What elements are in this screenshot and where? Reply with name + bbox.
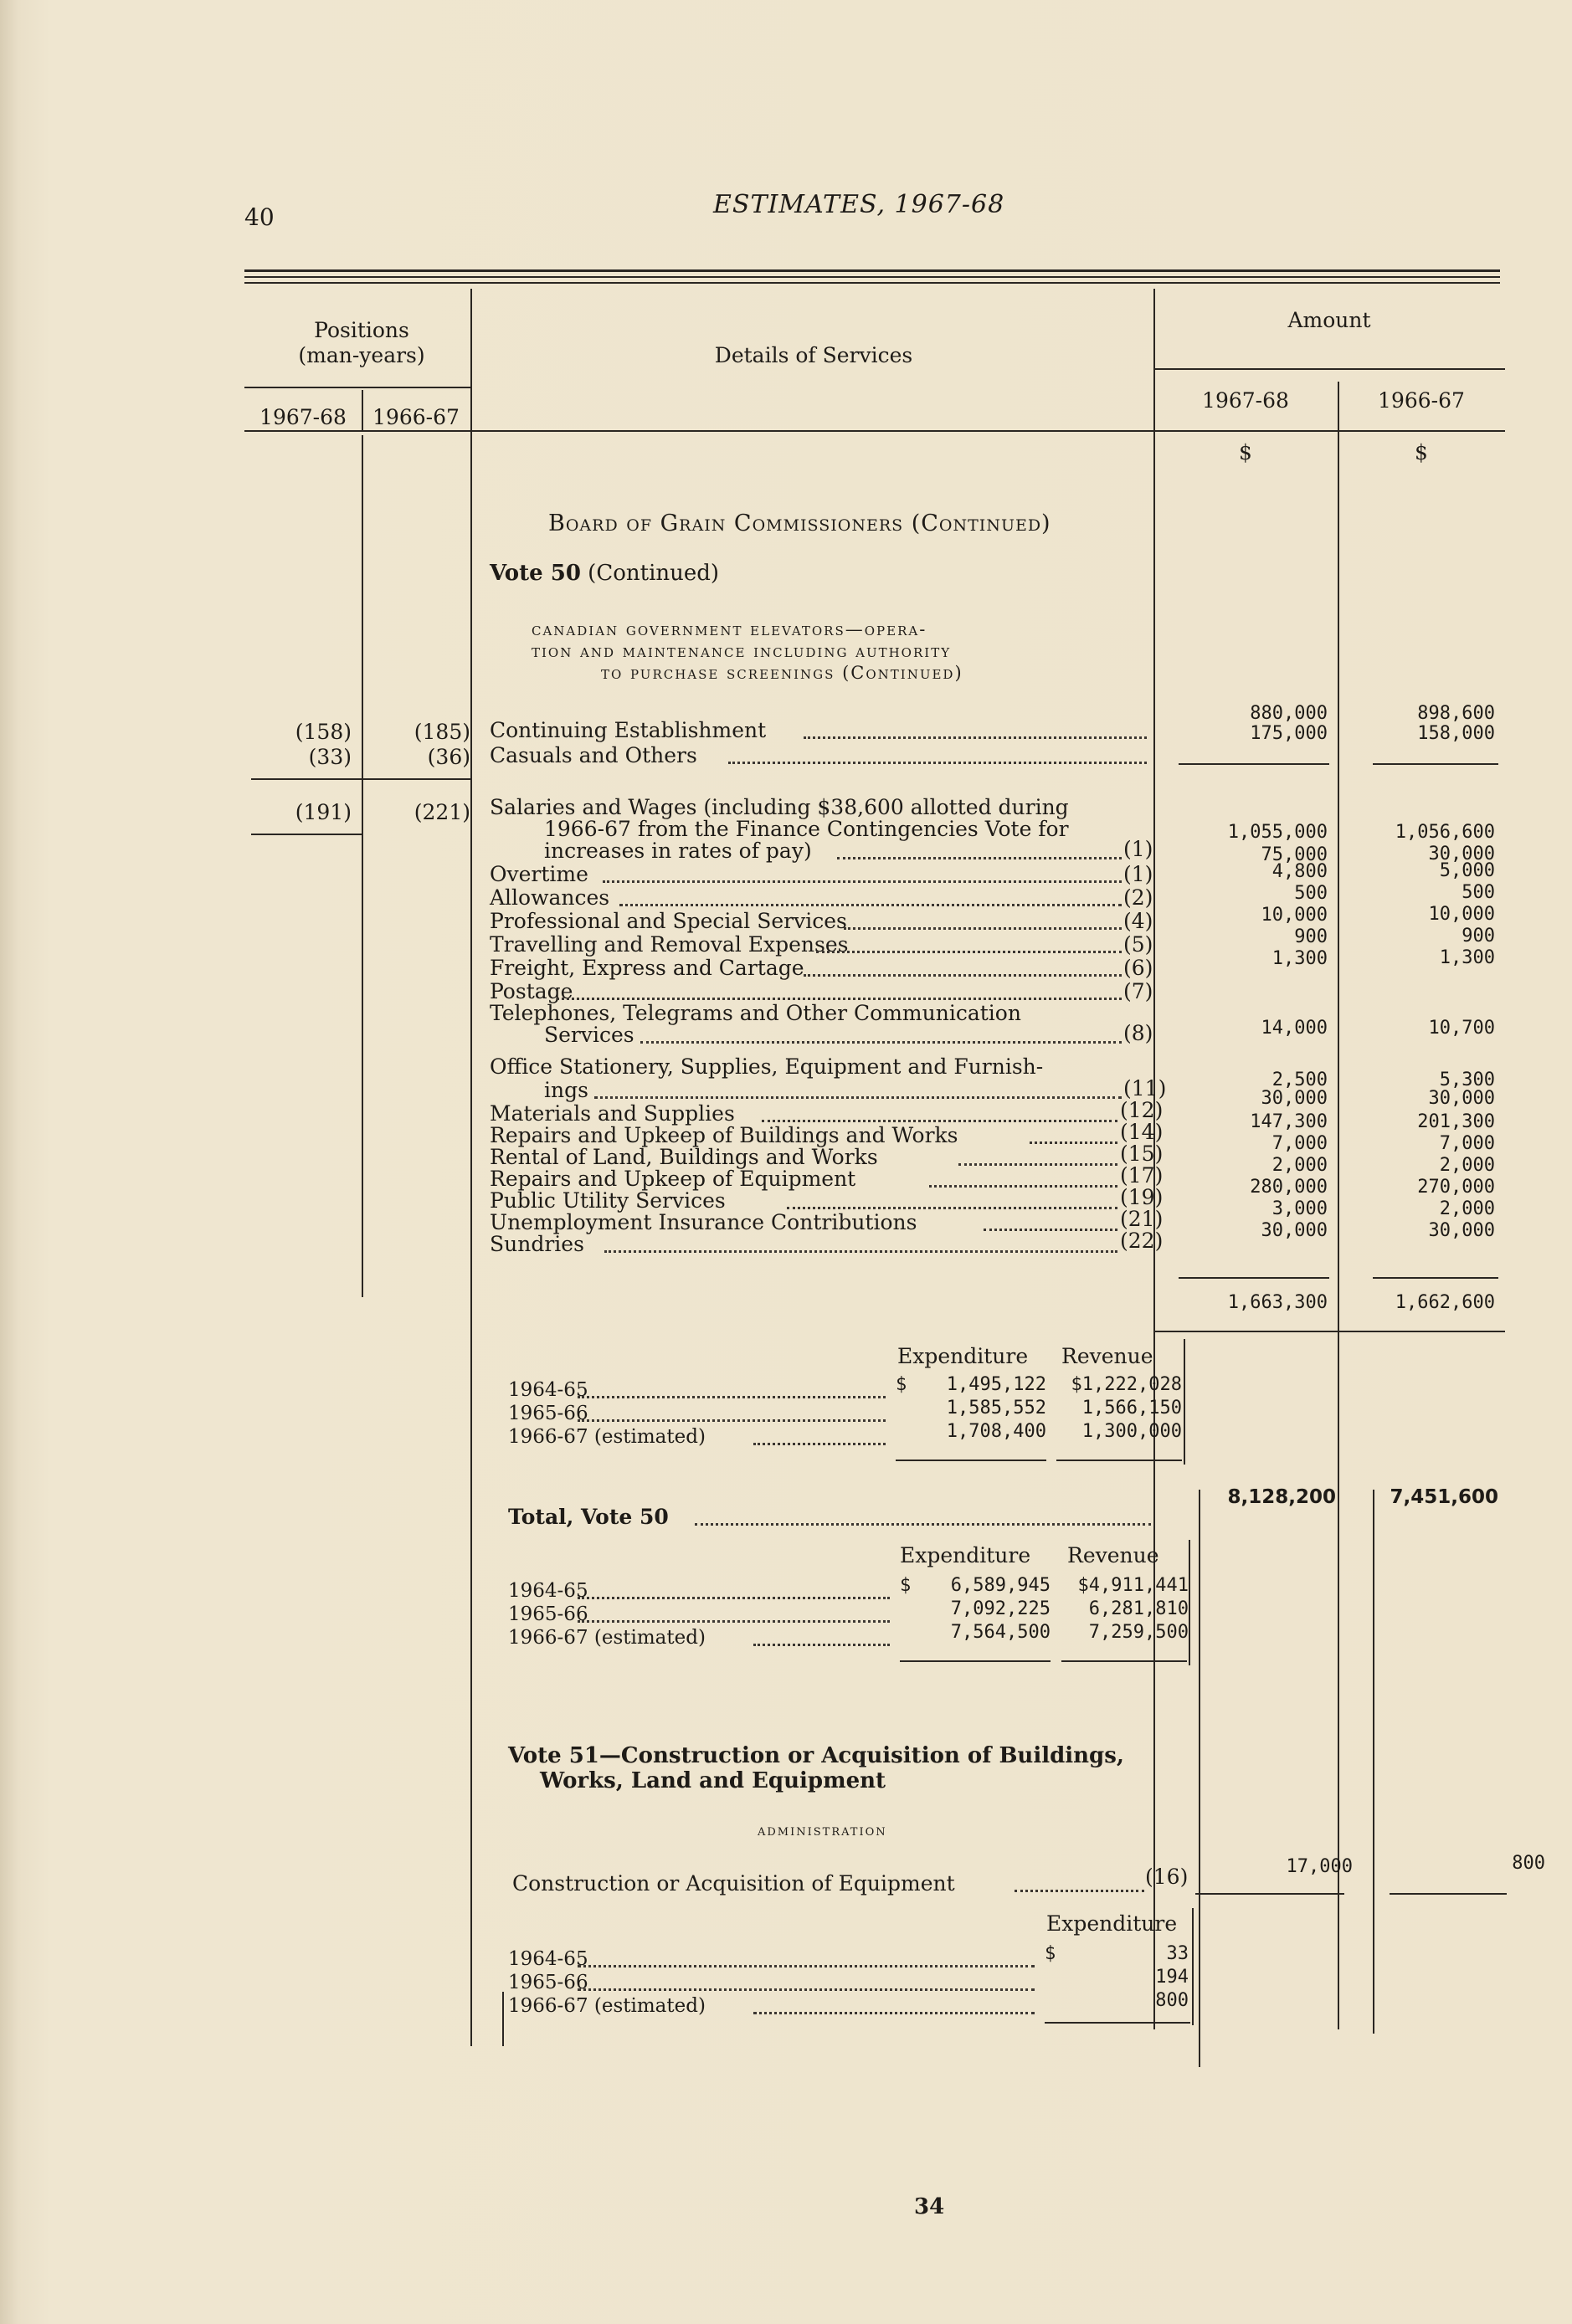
hist2-exp-head: Expenditure [900,1543,1031,1567]
amt-b-est-rule [1373,763,1498,765]
item-code: (6) [1123,956,1153,980]
item-code: (12) [1120,1098,1164,1122]
leader-dots [578,1620,890,1623]
item-label: Professional and Special Services [490,909,847,933]
leader-dots [804,736,1147,739]
item-amt-a: 7,000 [1271,1133,1328,1154]
sub-heading-3: to purchase screenings (Continued) [601,663,963,683]
item-amt-a: 30,000 [1261,1088,1328,1109]
item-label: Overtime [490,862,588,886]
header-bottom-rule [244,430,1505,432]
positions-header: Positions [314,318,409,342]
leader-dots [578,1965,1035,1967]
stat-amt-b: 5,300 [1439,1070,1495,1090]
vrule-hist3 [1192,1908,1194,2025]
item-code: (21) [1120,1207,1164,1231]
vote-label: Vote 50 [490,561,581,586]
item-code: (14) [1120,1120,1164,1144]
sal-code: (1) [1123,837,1153,861]
history-expenditure: 800 [1155,1990,1189,2011]
vrule-amount-head [1338,382,1339,430]
item-amt-a: 500 [1294,883,1328,904]
item-amt-b: 5,000 [1439,860,1495,881]
est-pos-a-0: (158) [295,720,352,744]
amt-a-est-rule [1179,763,1329,765]
tel-line-2: Services [544,1023,634,1047]
page-number: 40 [244,203,275,231]
top-rule-3 [244,282,1500,284]
stat-amt-a: 2,500 [1271,1070,1328,1090]
vrule-amount-lower-b [1373,1490,1374,2034]
est-label-1: Casuals and Others [490,743,697,767]
subtotal-rule-b [1373,1277,1498,1279]
item-amt-b: 30,000 [1428,1088,1495,1109]
item-amt-a: 900 [1294,926,1328,947]
item-code: (5) [1123,932,1153,957]
total-label: Total, Vote 50 [508,1505,669,1529]
stat-line-1: Office Stationery, Supplies, Equipment and Furnish- [490,1054,1044,1079]
tel-line-1: Telephones, Telegrams and Other Communication [490,1001,1021,1025]
leader-dots [787,1207,1117,1209]
history-expenditure: 1,708,400 [946,1421,1046,1442]
est-amt-a-1: 175,000 [1250,723,1328,744]
item-code: (1) [1123,862,1153,886]
item-amt-a: 147,300 [1250,1111,1328,1132]
item-code: (7) [1123,979,1153,1003]
footer-page-number: 34 [914,2194,945,2219]
leader-dots [958,1163,1117,1166]
item-amt-a: 30,000 [1261,1220,1328,1241]
item-label: Unemployment Insurance Contributions [490,1210,917,1234]
history-currency: $ [896,1374,907,1395]
est-amt-b-0: 898,600 [1417,703,1495,724]
hist1-exp-head: Expenditure [897,1344,1029,1368]
leader-dots [762,1120,1117,1122]
leader-dots [728,762,1147,764]
sal-line-1: Salaries and Wages (including $38,600 allotted during [490,795,1069,819]
leader-dots [594,1096,1122,1099]
item-amt-a: 10,000 [1261,905,1328,926]
est-pos-b-1: (36) [427,745,470,769]
vrule-pos-body [362,435,363,1297]
item-amt-b: 30,000 [1428,1220,1495,1241]
subtotal-b: 1,662,600 [1395,1292,1495,1313]
history-year: 1965-66 [508,1403,588,1424]
item-amt-b: 500 [1462,882,1495,903]
item-label: Freight, Express and Cartage [490,956,804,980]
leader-dots [695,1523,1151,1526]
vrule-amount-lower [1199,1490,1200,2067]
history-year: 1966-67 (estimated) [508,1995,706,2017]
vote-51-amt-a: 17,000 [1286,1856,1353,1877]
amount-header: Amount [1287,308,1371,332]
item-amt-b: 900 [1462,926,1495,947]
vrule-pos-header [362,390,363,430]
leader-dots [619,904,1122,906]
hist3-rule [1045,2022,1190,2024]
tel-amt-a: 14,000 [1261,1018,1328,1039]
history-year: 1965-66 [508,1603,588,1625]
history-currency: $ [1045,1943,1056,1964]
stat-line-2: ings [544,1078,588,1102]
sal-line-3: increases in rates of pay) [544,839,812,863]
subtotal-bottom-rule [1155,1331,1505,1332]
leader-dots [1030,1141,1117,1144]
amt-year-a: 1967-68 [1202,388,1289,413]
vrule-hist2 [1189,1540,1190,1665]
sub-heading-1: canadian government elevators—opera- [532,619,927,639]
details-header: Details of Services [714,343,913,367]
item-label: Public Utility Services [490,1188,726,1213]
top-rule-2 [244,276,1500,278]
hist2-rule-rev [1061,1660,1187,1662]
history-expenditure: 6,589,945 [950,1575,1051,1596]
sal-line-2: 1966-67 from the Finance Contingencies Vote for [544,817,1069,841]
page-title: ESTIMATES, 1967-68 [713,190,1005,219]
pos-year-a: 1967-68 [259,405,347,429]
leader-dots [837,857,1122,859]
item-amt-b: 270,000 [1417,1177,1495,1198]
leader-dots [578,1396,886,1398]
vote51-rule-a [1195,1893,1344,1895]
history-revenue: 6,281,810 [1088,1598,1189,1619]
history-expenditure: 7,092,225 [950,1598,1051,1619]
section-heading: Board of Grain Commissioners (Continued) [548,510,1051,536]
history-year: 1964-65 [508,1379,588,1401]
hist2-rev-head: Revenue [1067,1543,1159,1567]
history-year: 1964-65 [508,1580,588,1602]
leader-dots [1015,1890,1144,1892]
leader-dots [557,998,1122,1000]
leader-dots [578,1597,890,1599]
hist3-exp-head: Expenditure [1046,1911,1178,1936]
leader-dots [578,1419,886,1422]
leader-dots [640,1041,1122,1044]
item-amt-b: 201,300 [1417,1111,1495,1132]
item-amt-a: 280,000 [1250,1177,1328,1198]
est-pos-b-0: (185) [414,720,470,744]
vrule-bottom-left [502,1992,504,2046]
item-amt-b: 30,000 [1428,844,1495,864]
vote-51-code: (16) [1145,1865,1189,1889]
est-amt-b-1: 158,000 [1417,723,1495,744]
item-amt-b: 10,000 [1428,904,1495,925]
vote51-rule-b [1390,1893,1507,1895]
leader-dots [578,1988,1035,1991]
history-expenditure: 1,585,552 [946,1398,1046,1419]
item-label: Repairs and Upkeep of Equipment [490,1167,856,1191]
sal-amt-a: 1,055,000 [1227,822,1328,843]
item-amt-b: 1,300 [1439,947,1495,968]
item-code: (2) [1123,885,1153,910]
item-amt-a: 4,800 [1271,861,1328,882]
est-label-0: Continuing Establishment [490,718,767,742]
admin-heading: administration [758,1821,887,1839]
item-label: Travelling and Removal Expenses [490,932,849,957]
est-amt-a-0: 880,000 [1250,703,1328,724]
item-label: Repairs and Upkeep of Buildings and Works [490,1123,958,1147]
history-expenditure: 194 [1155,1967,1189,1988]
est-pos-a-1: (33) [308,745,352,769]
leader-dots [604,1250,1117,1253]
item-amt-a: 2,000 [1271,1155,1328,1176]
hist1-rev-head: Revenue [1061,1344,1153,1368]
item-label: Postage [490,979,573,1003]
leader-dots [929,1185,1117,1188]
item-label: Materials and Supplies [490,1101,735,1126]
item-label: Sundries [490,1232,584,1256]
amt-year-b: 1966-67 [1378,388,1465,413]
vote-51-item: Construction or Acquisition of Equipment [512,1871,955,1896]
item-code: (4) [1123,909,1153,933]
dollar-a: $ [1239,440,1252,464]
hist2-rule-exp [900,1660,1051,1662]
item-code: (15) [1120,1141,1164,1166]
leader-dots [804,974,1122,977]
positions-rule [244,387,472,388]
vote-50-heading [490,562,719,584]
vrule-hist1 [1184,1339,1185,1465]
item-code: (17) [1120,1163,1164,1188]
sal-pos-b: (221) [414,800,470,824]
item-amt-a: 1,300 [1271,948,1328,969]
sal-amt-b: 1,056,600 [1395,822,1495,843]
leader-dots [844,927,1122,930]
history-revenue: 1,566,150 [1081,1398,1182,1419]
positions-subheader: (man-years) [298,343,425,367]
item-amt-a: 75,000 [1261,844,1328,865]
tel-code: (8) [1123,1021,1153,1045]
item-code: (22) [1120,1229,1164,1253]
leader-dots [753,2012,1035,2014]
leader-dots [753,1644,890,1646]
history-revenue: 1,300,000 [1081,1421,1182,1442]
leader-dots [816,951,1122,953]
item-amt-b: 2,000 [1439,1198,1495,1219]
total-amt-a: 8,128,200 [1227,1486,1336,1508]
sal-pos-a: (191) [295,800,352,824]
item-label: Allowances [490,885,610,910]
subtotal-rule-a [1179,1277,1329,1279]
leader-dots [603,880,1122,883]
history-revenue: $4,911,441 [1077,1575,1189,1596]
amount-rule [1153,368,1505,370]
item-code: (19) [1120,1185,1164,1209]
item-amt-b: 7,000 [1439,1133,1495,1154]
leader-dots [984,1229,1117,1231]
leader-dots [753,1443,886,1445]
dollar-b: $ [1415,440,1428,464]
item-amt-a: 3,000 [1271,1198,1328,1219]
history-year: 1966-67 (estimated) [508,1426,706,1448]
top-rule [244,269,1500,272]
subtotal-a: 1,663,300 [1227,1292,1328,1313]
history-revenue: 7,259,500 [1088,1622,1189,1643]
item-label: Rental of Land, Buildings and Works [490,1145,878,1169]
history-year: 1966-67 (estimated) [508,1627,706,1649]
history-revenue: $1,222,028 [1071,1374,1182,1395]
history-year: 1965-66 [508,1972,588,1993]
vote-51-amt-b: 800 [1512,1853,1545,1874]
history-expenditure: 33 [1166,1943,1189,1964]
vote-51-line-1: Vote 51—Construction or Acquisition of Buildings, [508,1743,1124,1768]
item-amt-b: 2,000 [1439,1155,1495,1176]
hist1-rule-rev [1056,1460,1182,1461]
hist1-rule-exp [896,1460,1046,1461]
history-year: 1964-65 [508,1948,588,1970]
stat-code: (11) [1123,1076,1167,1100]
vrule-positions [470,289,472,2046]
sub-heading-2: tion and maintenance including authority [532,641,952,661]
tel-amt-b: 10,700 [1428,1018,1495,1039]
pos-year-b: 1966-67 [372,405,460,429]
total-amt-b: 7,451,600 [1390,1486,1498,1508]
vrule-details-head [1153,289,1155,431]
history-expenditure: 1,495,122 [946,1374,1046,1395]
pos-subtotal-rule [251,778,470,780]
history-expenditure: 7,564,500 [950,1622,1051,1643]
vote-continued: (Continued) [580,561,720,586]
pos-a-sal-rule [251,834,362,835]
history-currency: $ [900,1575,912,1596]
vote-51-line-2: Works, Land and Equipment [540,1768,886,1793]
